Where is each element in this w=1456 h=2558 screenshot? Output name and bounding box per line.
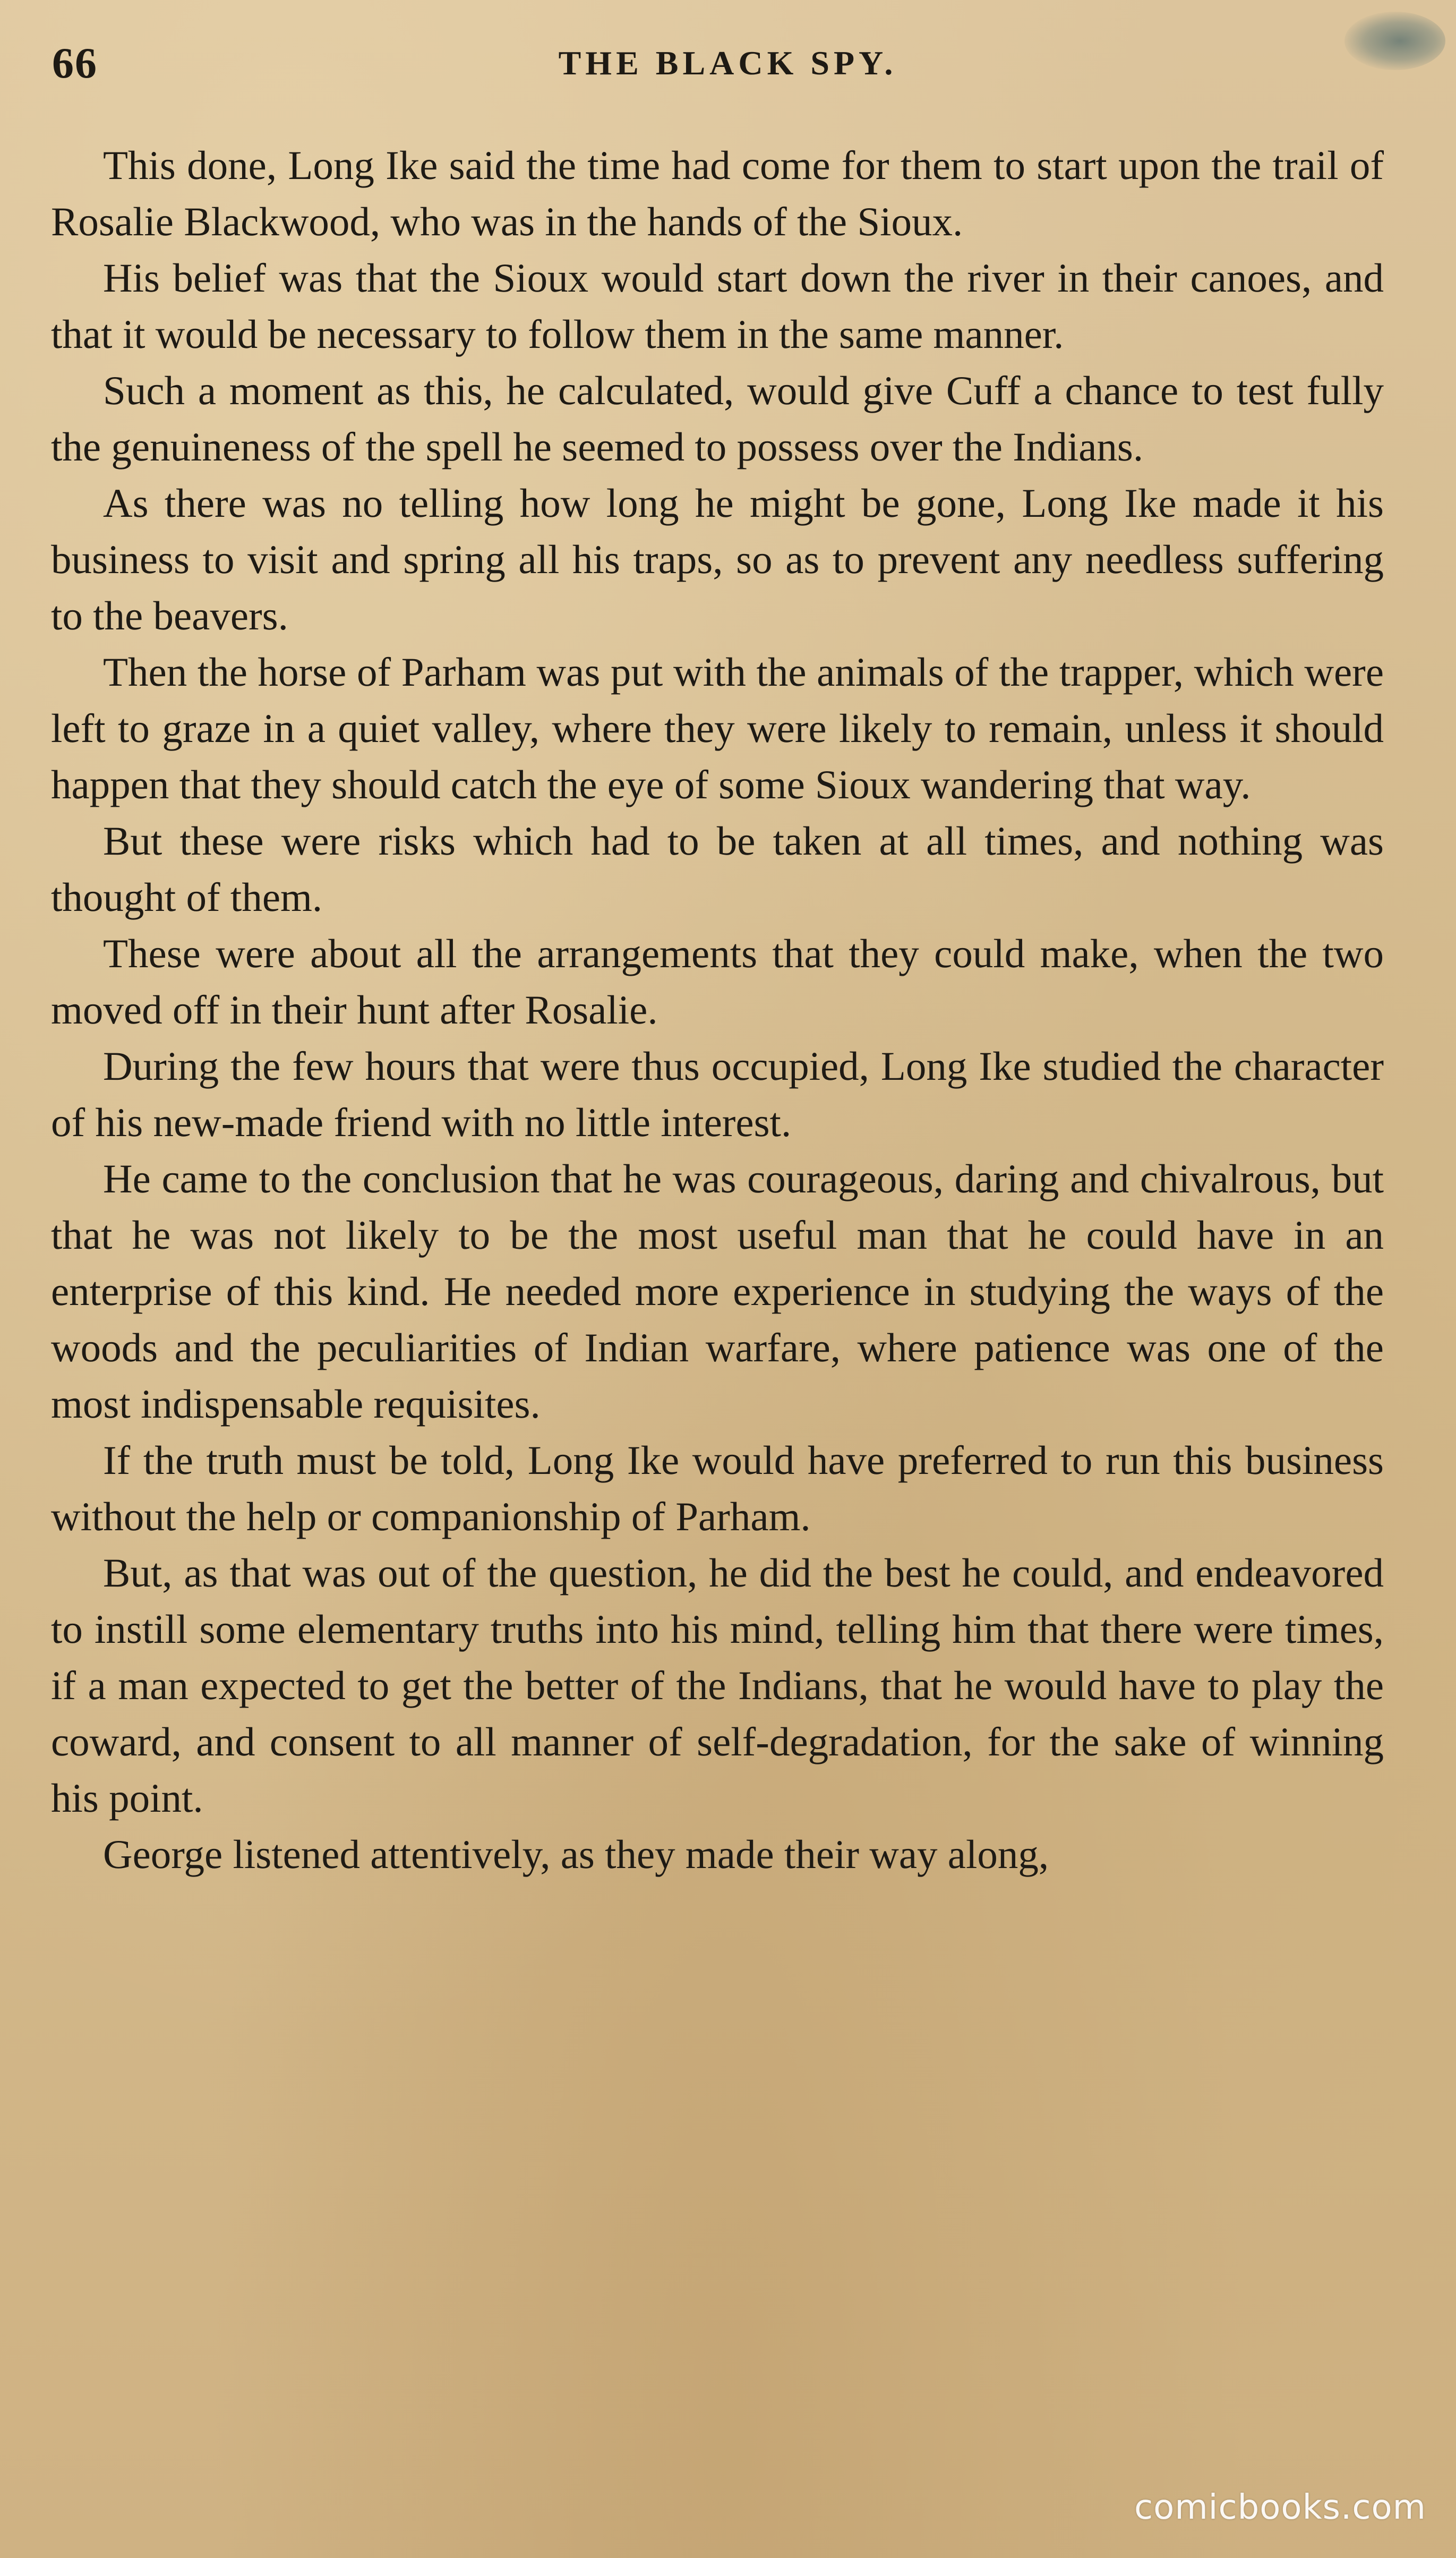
paragraph: Such a moment as this, he calculated, would give Cuff a chance to test fully the genuineness of the spell he seemed to possess over the Indians. (51, 368, 1384, 470)
paragraph: These were about all the arrangements that they could make, when the two moved off in their hunt after Rosalie. (51, 931, 1384, 1033)
paragraph: George listened attentively, as they made their way along, (103, 1831, 1049, 1877)
page-number: 66 (52, 39, 98, 87)
paragraph: His belief was that the Sioux would start down the river in their canoes, and that it would be necessary to follow them in the same manner. (51, 255, 1384, 357)
paragraph: But these were risks which had to be taken at all times, and nothing was thought of them. (51, 818, 1384, 920)
running-head (52, 38, 1403, 97)
body-text (51, 137, 1384, 1882)
watermark: comicbooks.com (1134, 2488, 1426, 2527)
paragraph: If the truth must be told, Long Ike would have preferred to run this business without the help or companionship of Parham. (51, 1437, 1384, 1539)
running-title: THE BLACK SPY. (558, 44, 897, 82)
paragraph: But, as that was out of the question, he did the best he could, and endeavored to instill some elementary truths into his mind, telling him that there were times, if a man expected to get the better of the Indians, that he would have to play the coward, and consent to all manner of self-degradation, for the sake of winning his point. (51, 1550, 1384, 1821)
paragraph: As there was no telling how long he might be gone, Long Ike made it his business to visit and spring all his traps, so as to prevent any needless suffering to the beavers. (51, 480, 1384, 638)
paragraph: Then the horse of Parham was put with the animals of the trapper, which were left to graze in a quiet valley, where they were likely to remain, unless it should happen that they should catch the eye of some Sioux wandering that way. (51, 649, 1384, 807)
paragraph: He came to the conclusion that he was courageous, daring and chivalrous, but that he was not likely to be the most useful man that he could have in an enterprise of this kind. He needed more experience in studying the ways of the woods and the peculiarities of Indian warfare, where patience was one of the most indispensable requisites. (51, 1156, 1384, 1427)
paragraph: This done, Long Ike said the time had come for them to start upon the trail of Rosalie Blackwood, who was in the hands of the Sioux. (51, 142, 1384, 244)
paragraph: During the few hours that were thus occupied, Long Ike studied the character of his new-made friend with no little interest. (51, 1043, 1384, 1145)
